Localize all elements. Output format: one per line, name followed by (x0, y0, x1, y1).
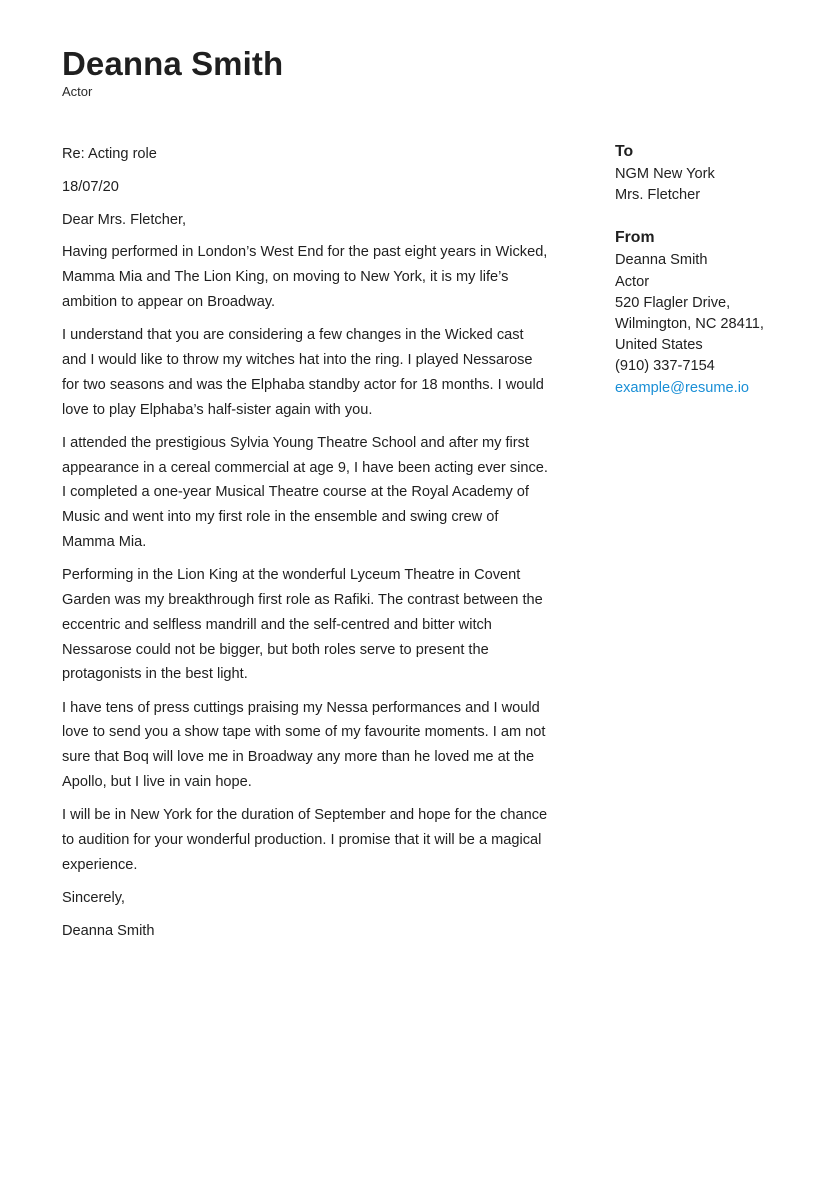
letter-salutation: Dear Mrs. Fletcher, (62, 211, 187, 228)
letter-paragraph: I have tens of press cuttings praising my Nessa performances and I would love to send you a show tape with some of my favourite moments. I am not sure that Boq will love me in Broadway any more than he loved me at the Apollo, but I live in vain hope. (62, 699, 546, 790)
sender-phone: (910) 337-7154 (615, 358, 715, 375)
recipient-company: NGM New York (615, 166, 715, 182)
author-title: Actor (62, 84, 93, 99)
contact-sidebar (615, 141, 815, 420)
author-name: Deanna Smith (62, 45, 284, 82)
sender-email-link[interactable]: example@resume.io (615, 379, 750, 396)
sender-heading: From (615, 229, 655, 247)
sender-address-line2: Wilmington, NC 28411, (615, 316, 764, 333)
recipient-contact: Mrs. Fletcher (615, 187, 701, 204)
letter-paragraph: Performing in the Lion King at the wonderful Lyceum Theatre in Covent Garden was my breakthrough first role as Rafiki. The contrast between the eccentric and selfless mandrill and the self-centred and bitter witch Nessarose could not be bigger, but both roles serve to present the protagonists in the best light. (62, 567, 543, 683)
document-header (62, 44, 283, 100)
sender-title: Actor (615, 273, 650, 290)
letter-signature: Deanna Smith (62, 922, 155, 939)
letter-paragraph: I understand that you are considering a few changes in the Wicked cast and I would like to throw my witches hat into the ring. I played Nessarose for two seasons and was the Elphaba standby actor for 18 months. I would love to play Elphaba’s half-sister again with you. (62, 327, 544, 418)
sender-block (615, 227, 815, 398)
recipient-block (615, 141, 815, 206)
letter-subject: Re: Acting role (62, 146, 157, 162)
letter-date: 18/07/20 (62, 178, 119, 195)
sender-address-line1: 520 Flagler Drive, (615, 294, 731, 311)
recipient-heading: To (615, 143, 634, 160)
letter-paragraph: I will be in New York for the duration of September and hope for the chance to audition for your wonderful production. I promise that it will be a magical experience. (62, 807, 548, 873)
letter-paragraph: I attended the prestigious Sylvia Young Theatre School and after my first appearance in a cereal commercial at age 9, I have been acting ever since. I completed a one-year Musical Theatre course at the Royal Academy of Music and went into my first role in the ensemble and swing crew of Mamma Mia. (62, 434, 548, 550)
sender-name: Deanna Smith (615, 252, 708, 269)
letter-body (62, 142, 548, 951)
letter-paragraph: Having performed in London’s West End for the past eight years in Wicked, Mamma Mia and The Lion King, on moving to New York, it is my life’s ambition to appear on Broadway. (62, 244, 548, 310)
sender-country: United States (615, 337, 703, 354)
letter-closing: Sincerely, (62, 889, 125, 906)
